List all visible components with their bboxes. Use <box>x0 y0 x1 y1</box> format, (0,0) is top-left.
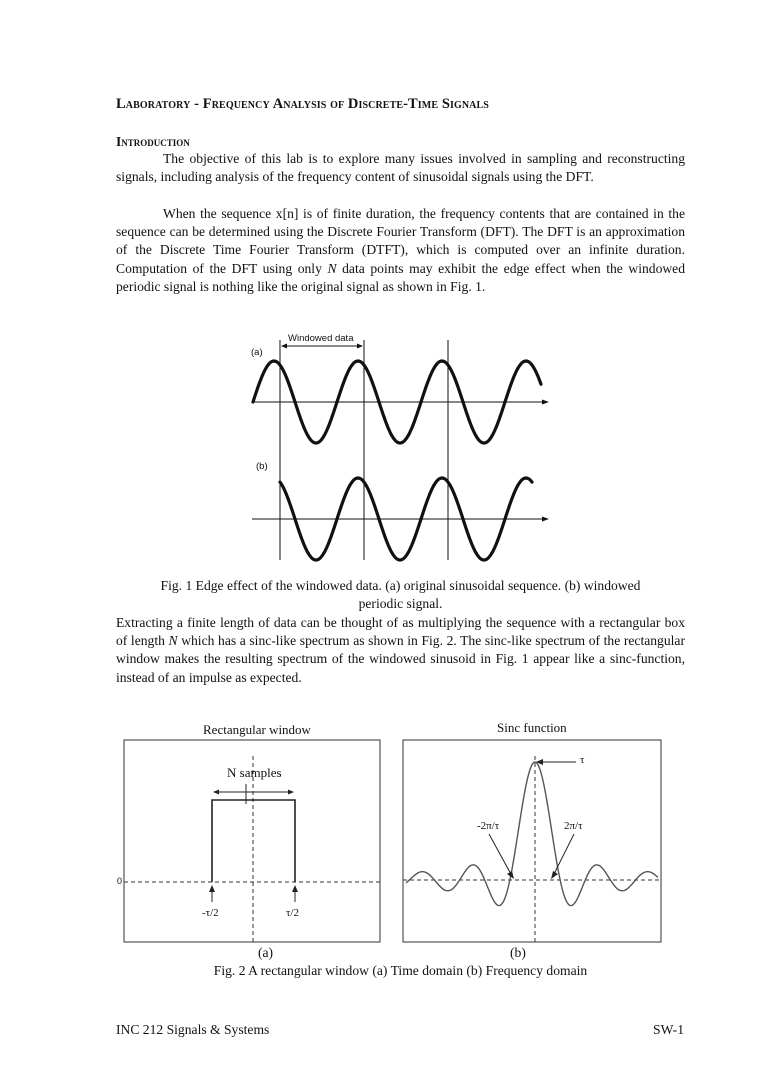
paragraph-3 <box>116 614 685 687</box>
fig2-sublabel-a: (a) <box>258 945 274 960</box>
fig2-caption: Fig. 2 A rectangular window (a) Time domain (b) Frequency domain <box>213 963 588 978</box>
n-samples-arrow-head-right <box>288 790 294 795</box>
n-samples-arrow-head-left <box>213 790 219 795</box>
document-title: Laboratory - Frequency Analysis of Discrete-Time Signals <box>116 96 489 112</box>
sinc-left-zero-pointer <box>489 834 512 876</box>
rect-window-left-edge-label: -τ/2 <box>202 907 219 919</box>
footer-course: INC 212 Signals & Systems <box>116 1022 270 1037</box>
n-samples-label: N samples <box>227 765 282 780</box>
intro-paragraph-2 <box>116 205 685 296</box>
fig1-caption-line-2: periodic signal. <box>358 596 443 612</box>
windowed-data-label: Windowed data <box>288 333 354 344</box>
sinc-right-zero-label: 2π/τ <box>564 820 583 832</box>
rect-window-title: Rectangular window <box>203 722 311 737</box>
windowed-data-arrow-head-left <box>281 344 287 349</box>
fig1-caption-line-1: Fig. 1 Edge effect of the windowed data. (a) original sinusoidal sequence. (b) windowed <box>160 578 641 593</box>
paragraph-3-italic-n: N <box>168 633 178 649</box>
sinc-curve <box>406 762 658 906</box>
sinc-left-zero-label: -2π/τ <box>477 820 500 832</box>
paragraph-3-text-a: Extracting a finite length of data can be thought of as multiplying the sequence with a rectangular box of length <box>116 615 685 649</box>
figure-2 <box>0 715 768 947</box>
sinc-frame <box>403 740 661 942</box>
intro-paragraph-1: The objective of this lab is to explore many issues involved in sampling and reconstructing signals, including analysis of the frequency content of sinusoidal signals using the DFT. <box>116 151 685 185</box>
fig1-caption <box>116 577 685 613</box>
intro-paragraph-2-text-a: When the sequence x[n] is of finite duration, the frequency contents that are contained in the sequence can be determined using the Discrete Fourier Transform (DFT). The DFT is an approximation of the Discrete Time Fourier Transform (DTFT), which is computed over an infinite duration. Computation of the DFT using only <box>116 206 685 276</box>
intro-paragraph-2-text-b: data points may exhibit the edge effect when the windowed periodic signal is nothing like the original signal as shown in Fig. 1. <box>116 260 686 294</box>
paragraph-3-text-b: which has a sinc-like spectrum as shown in Fig. 2. The sinc-like spectrum of the rectangular window makes the resulting spectrum of the windowed sinusoid in Fig. 1 appear like a sinc-function, instead of an impulse as expected. <box>116 633 685 685</box>
axis-a-arrowhead <box>542 400 549 405</box>
right-edge-arrow-head <box>292 885 298 892</box>
fig1-label-b: (b) <box>256 461 268 472</box>
figure-1 <box>0 330 768 575</box>
footer-page-id: SW-1 <box>653 1022 684 1037</box>
rect-window-zero-label: 0 <box>117 876 123 886</box>
sinc-peak-label: τ <box>580 754 585 766</box>
fig2-sublabel-b: (b) <box>510 945 526 960</box>
intro-paragraph-2-italic-n: N <box>327 260 337 276</box>
left-edge-arrow-head <box>209 885 215 892</box>
sinc-right-zero-pointer-head <box>551 871 558 879</box>
fig1-label-a: (a) <box>251 347 263 358</box>
windowed-data-arrow-head-right <box>357 344 363 349</box>
axis-b-arrowhead <box>542 517 549 522</box>
sinc-title: Sinc function <box>497 720 567 735</box>
introduction-heading: Introduction <box>116 134 190 149</box>
rect-window-right-edge-label: τ/2 <box>286 907 299 919</box>
